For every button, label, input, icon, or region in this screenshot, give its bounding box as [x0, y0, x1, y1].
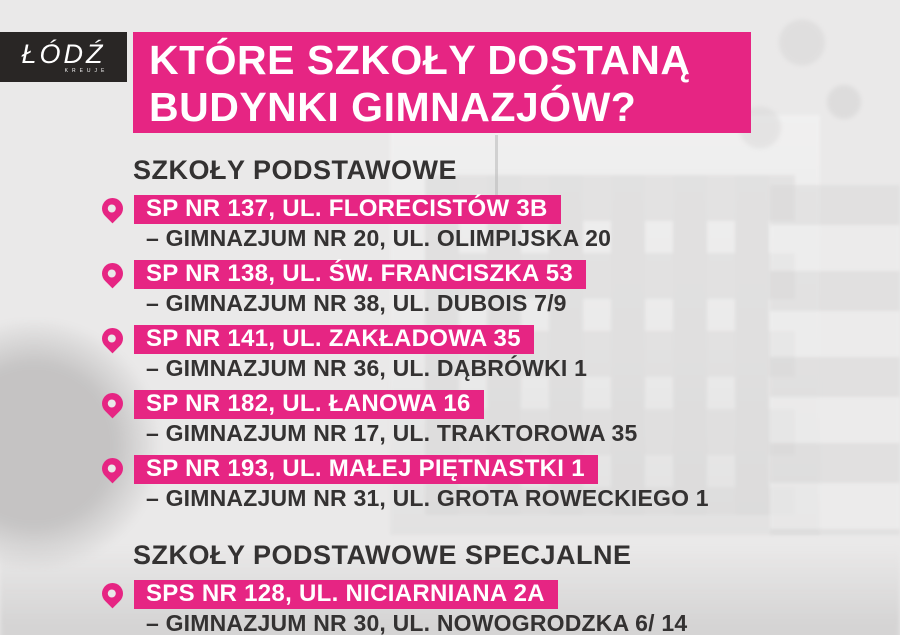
list-item	[100, 455, 860, 511]
school-list	[100, 155, 860, 635]
map-pin-icon	[98, 324, 128, 354]
map-pin-icon	[98, 259, 128, 289]
lodz-logo-subtext: KREUJE	[64, 67, 109, 74]
list-item	[100, 260, 860, 316]
school-name-badge: SP NR 182, UL. ŁANOWA 16	[134, 390, 484, 419]
school-name-badge: SP NR 193, UL. MAŁEJ PIĘTNASTKI 1	[134, 455, 598, 484]
map-pin-icon	[98, 454, 128, 484]
map-pin-icon	[98, 579, 128, 609]
section-title-specjalne: SZKOŁY PODSTAWOWE SPECJALNE	[133, 540, 632, 570]
school-name-badge: SP NR 137, UL. FLORECISTÓW 3B	[134, 195, 561, 224]
gimnazjum-label: – GIMNAZJUM NR 20, UL. OLIMPIJSKA 20	[146, 225, 612, 251]
lodz-logo-text: ŁÓDŹ	[21, 38, 106, 69]
list-item	[100, 195, 860, 251]
gimnazjum-label: – GIMNAZJUM NR 31, UL. GROTA ROWECKIEGO 1	[146, 485, 709, 511]
headline-line1: KTÓRE SZKOŁY DOSTANĄ	[149, 37, 691, 83]
map-pin-icon	[98, 194, 128, 224]
gimnazjum-label: – GIMNAZJUM NR 17, UL. TRAKTOROWA 35	[146, 420, 638, 446]
lodz-logo	[0, 32, 127, 82]
list-item	[100, 390, 860, 446]
school-name-badge: SP NR 141, UL. ZAKŁADOWA 35	[134, 325, 534, 354]
school-name-badge: SPS NR 128, UL. NICIARNIANA 2A	[134, 580, 558, 609]
list-item	[100, 325, 860, 381]
school-name-badge: SP NR 138, UL. ŚW. FRANCISZKA 53	[134, 260, 586, 289]
gimnazjum-label: – GIMNAZJUM NR 36, UL. DĄBRÓWKI 1	[146, 355, 588, 381]
list-item	[100, 580, 860, 635]
gimnazjum-label: – GIMNAZJUM NR 38, UL. DUBOIS 7/9	[146, 290, 567, 316]
headline-line2: BUDYNKI GIMNAZJÓW?	[149, 84, 637, 130]
map-pin-icon	[98, 389, 128, 419]
gimnazjum-label: – GIMNAZJUM NR 30, UL. NOWOGRODZKA 6/ 14	[146, 610, 688, 635]
section-title-podstawowe: SZKOŁY PODSTAWOWE	[133, 155, 458, 185]
headline-banner	[133, 32, 751, 133]
